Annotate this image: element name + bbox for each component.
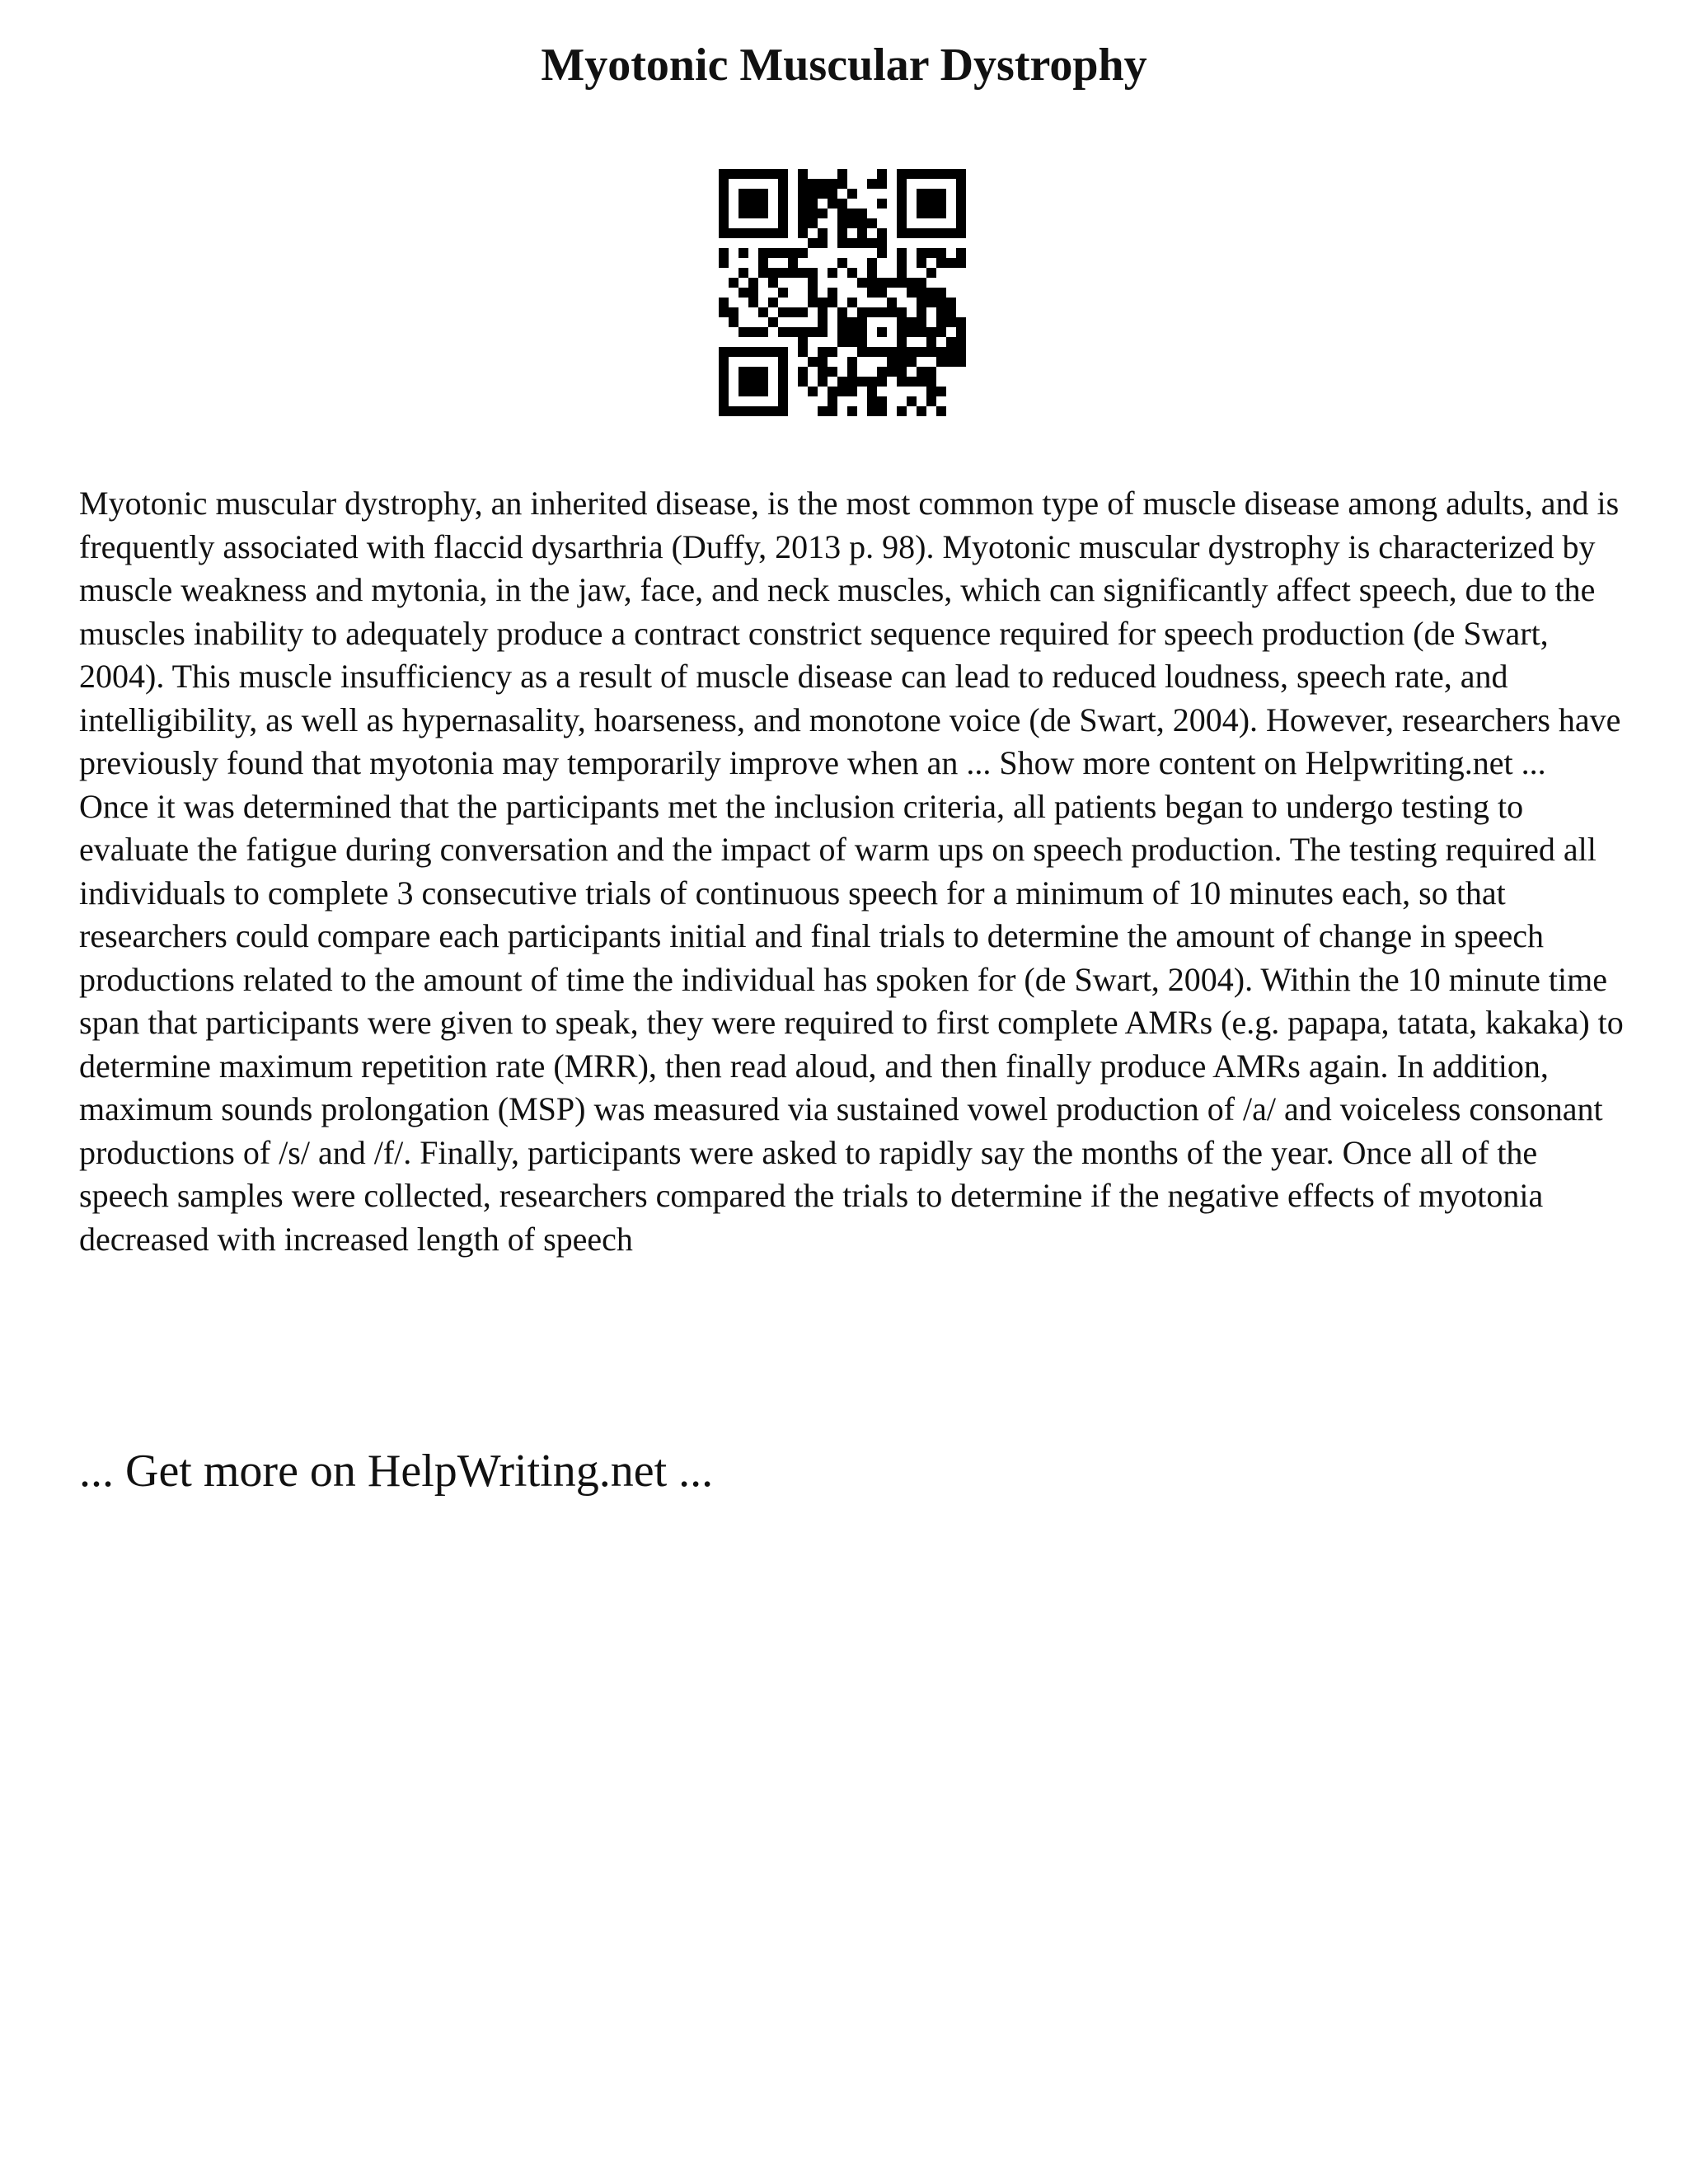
article-body	[79, 482, 1629, 1261]
qr-code-graphic	[719, 169, 966, 416]
qr-code-icon[interactable]	[719, 169, 966, 416]
page-title: Myotonic Muscular Dystrophy	[541, 40, 1147, 91]
get-more-link[interactable]: ... Get more on HelpWriting.net ...	[79, 1446, 714, 1497]
paragraph-intro: Myotonic muscular dystrophy, an inherited disease, is the most common type of muscle disease among adults, and is frequently associated with flaccid dysarthria (Duffy, 2013 p. 98). Myotonic muscular dystrophy is characterized by muscle weakness and mytonia, in the jaw, face, and neck muscles, which can significantly affect speech, due to the muscles inability to adequately produce a contract constrict sequence required for speech production (de Swart, 2004). This muscle insufficiency as a result of muscle disease can lead to reduced loudness, speech rate, and intelligibility, as well as hypernasality, hoarseness, and monotone voice (de Swart, 2004). However, researchers have previously found that myotonia may temporarily improve when an ... Show more content on Helpwriting.net ...	[79, 485, 1621, 781]
paragraph-methods: Once it was determined that the participants met the inclusion criteria, all patients began to undergo testing to evaluate the fatigue during conversation and the impact of warm ups on speech production. The testing required all individuals to complete 3 consecutive trials of continuous speech for a minimum of 10 minutes each, so that researchers could compare each participants initial and final trials to determine the amount of change in speech productions related to the amount of time the individual has spoken for (de Swart, 2004). Within the 10 minute time span that participants were given to speak, they were required to first complete AMRs (e.g. papapa, tatata, kakaka) to determine maximum repetition rate (MRR), then read aloud, and then finally produce AMRs again. In addition, maximum sounds prolongation (MSP) was measured via sustained vowel production of /a/ and voiceless consonant productions of /s/ and /f/. Finally, participants were asked to rapidly say the months of the year. Once all of the speech samples were collected, researchers compared the trials to determine if the negative effects of myotonia decreased with increased length of speech	[79, 787, 1624, 1258]
